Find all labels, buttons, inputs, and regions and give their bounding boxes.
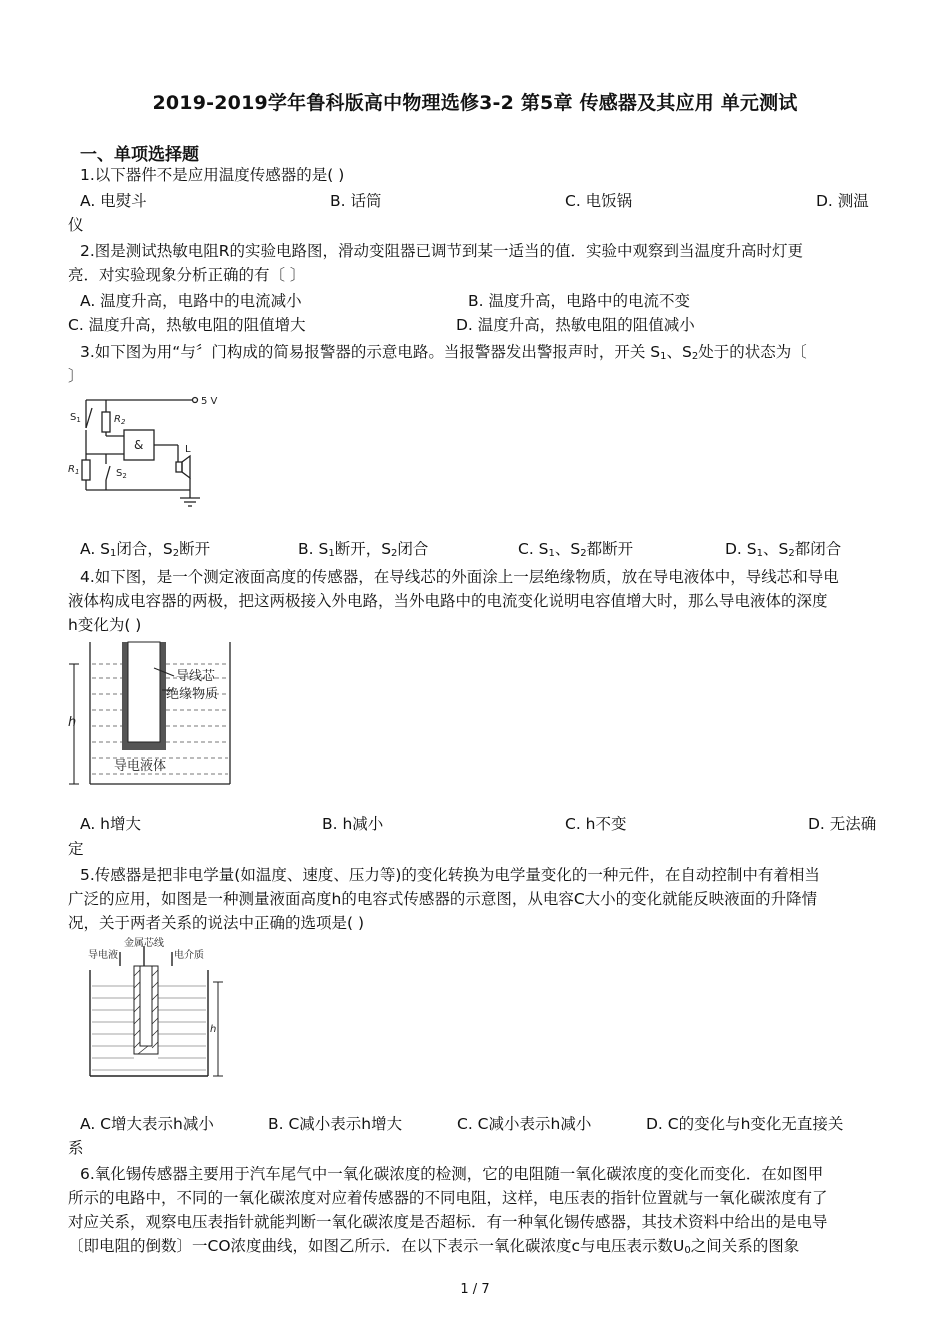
svg-text:R1: $R_1$: [68, 464, 80, 476]
q4-liquid-level-figure: [66, 638, 238, 790]
q2-option-c: C. 温度升高，热敏电阻的阻值增大: [68, 316, 306, 334]
q5-option-c: C. C减小表示h减小: [457, 1115, 592, 1133]
q3-option-a: A. $S_1$闭合，$S_2$断开: [80, 540, 211, 559]
q3-option-d: D. $S_1$、$S_2$都闭合: [725, 540, 842, 559]
q2-option-b: B. 温度升高，电路中的电流不变: [468, 292, 690, 310]
page-number: 1 / 7: [460, 1282, 490, 1297]
q4-option-b: B. h减小: [322, 815, 384, 833]
q5-option-d: D. C的变化与h变化无直接关: [646, 1115, 844, 1133]
q3-option-b: B. $S_1$断开，$S_2$闭合: [298, 540, 429, 559]
q5-option-b: B. C减小表示h增大: [268, 1115, 403, 1133]
q4-option-a: A. h增大: [80, 815, 142, 833]
q5-stem-line2: 广泛的应用，如图是一种测量液面高度h的电容式传感器的示意图，从电容C大小的变化就能反映液面的升降情: [68, 890, 818, 908]
q4-stem-line2: 液体构成电容器的两极，把这两极接入外电路，当外电路中的电流变化说明电容值增大时，那么导电液体的深度: [68, 592, 828, 610]
q4-stem-line1: 4.如下图，是一个测定液面高度的传感器，在导线芯的外面涂上一层绝缘物质，放在导电液体中，导线芯和导电: [80, 568, 839, 586]
q6-stem-line1: 6.氧化锡传感器主要用于汽车尾气中一氧化碳浓度的检测，它的电阻随一氧化碳浓度的变化而变化．在如图甲: [80, 1165, 824, 1183]
svg-text:导线芯: 导线芯: [176, 669, 216, 684]
q4-option-c: C. h不变: [565, 815, 627, 833]
q6-stem-line4: 〔即电阻的倒数〕一CO浓度曲线，如图乙所示．在以下表示一氧化碳浓度c与电压表示数$U_0$之间关系的图象: [68, 1237, 800, 1256]
q6-stem-line2: 所示的电路中，不同的一氧化碳浓度对应着传感器的不同电阻，这样，电压表的指针位置就与一氧化碳浓度有了: [68, 1189, 828, 1207]
svg-text:导电液体: 导电液体: [114, 759, 167, 774]
svg-text:绝缘物质: 绝缘物质: [166, 687, 219, 702]
svg-text:金属芯线: 金属芯线: [124, 938, 164, 949]
q2-stem-line1: 2.图是测试热敏电阻R的实验电路图，滑动变阻器已调节到某一适当的值．实验中观察到当温度升高时灯更: [80, 242, 804, 260]
q1-option-c: C. 电饭锅: [565, 192, 633, 210]
q4-option-d: D. 无法确: [808, 815, 877, 833]
q2-option-d: D. 温度升高，热敏电阻的阻值减小: [456, 316, 695, 334]
svg-text:&: &: [134, 438, 144, 452]
q3-alarm-circuit-figure: [66, 390, 226, 518]
q1-option-d: D. 测温: [816, 192, 869, 210]
svg-text:S1: $S_1$: [70, 412, 81, 424]
svg-text:5 V: 5 V: [201, 396, 218, 407]
document-title: 2019-2019学年鲁科版高中物理选修3-2 第5章 传感器及其应用 单元测试: [152, 92, 798, 114]
q5-stem-line1: 5.传感器是把非电学量(如温度、速度、压力等)的变化转换为电学量变化的一种元件，在自动控制中有着相当: [80, 866, 820, 884]
q3-stem-line1: 3.如下图为用“与〞门构成的简易报警器的示意电路。当报警器发出警报声时，开关 $S_1$、$S_2$处于的状态为〔: [80, 343, 807, 362]
q2-stem-line2: 亮．对实验现象分析正确的有〔 〕: [68, 266, 306, 284]
q4-option-d-wrap: 定: [68, 840, 84, 858]
svg-text:L: L: [185, 444, 191, 455]
q4-stem-line3: h变化为( ): [68, 616, 142, 634]
q5-stem-line3: 况，关于两者关系的说法中正确的选项是( ): [68, 914, 365, 932]
section-heading: 一、单项选择题: [80, 145, 199, 165]
svg-text:电介质: 电介质: [174, 950, 204, 961]
svg-text:S2: $S_2$: [116, 468, 127, 480]
q5-option-a: A. C增大表示h减小: [80, 1115, 214, 1133]
q1-option-d-wrap: 仪: [68, 216, 84, 234]
svg-text:h: h: [68, 715, 77, 730]
svg-text:导电液: 导电液: [88, 950, 118, 961]
q2-option-a: A. 温度升高，电路中的电流减小: [80, 292, 302, 310]
svg-text:R2: $R_2$: [114, 414, 126, 426]
q1-option-b: B. 话筒: [330, 192, 382, 210]
q5-capacitive-sensor-figure: [80, 936, 230, 1082]
q5-option-d-wrap: 系: [68, 1139, 84, 1157]
q3-stem-line2: 〕: [68, 367, 84, 385]
q6-stem-line3: 对应关系，观察电压表指针就能判断一氧化碳浓度是否超标．有一种氧化锡传感器，其技术资料中给出的是电导: [68, 1213, 828, 1231]
svg-text:h: h: [210, 1024, 217, 1035]
q1-option-a: A. 电熨斗: [80, 192, 147, 210]
q1-stem: 1.以下器件不是应用温度传感器的是( ): [80, 166, 345, 184]
q3-option-c: C. $S_1$、$S_2$都断开: [518, 540, 634, 559]
